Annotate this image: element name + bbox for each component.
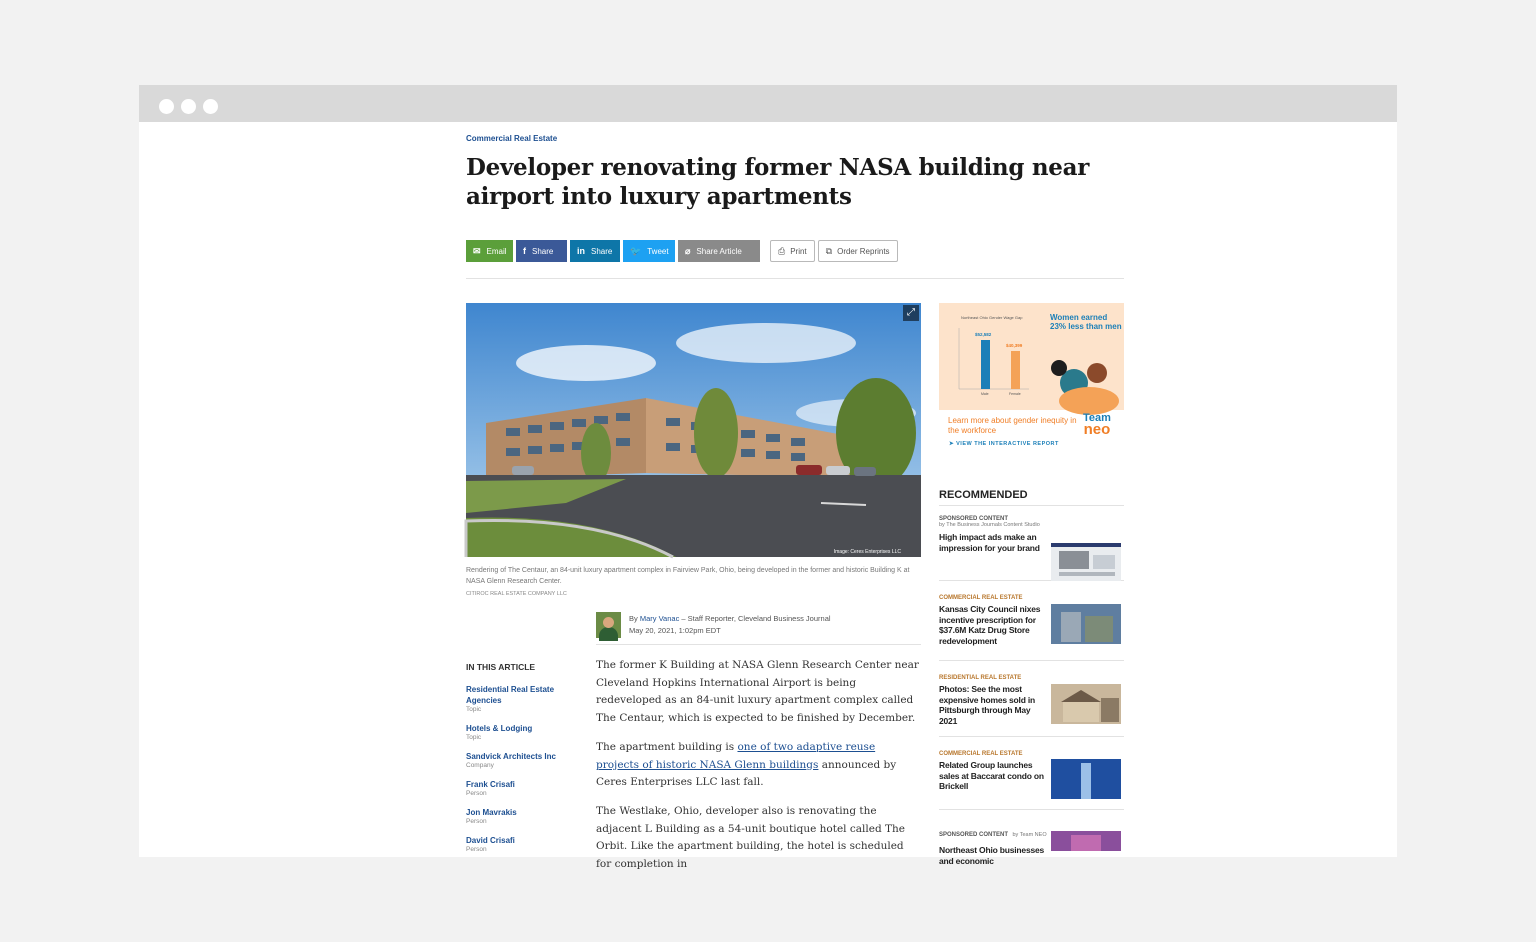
reprint-icon: ⧉ — [825, 245, 833, 256]
author-link[interactable]: Mary Vanac — [639, 614, 680, 623]
author-role: – Staff Reporter, Cleveland Business Journal — [681, 614, 831, 623]
building-rendering-image — [466, 303, 921, 557]
in-this-article-item[interactable] — [466, 723, 586, 741]
image-credit: Image: Ceres Enterprises LLC — [833, 549, 901, 555]
print-label: Print — [790, 246, 807, 256]
rec-sponsor: by The Business Journals Content Studio — [939, 522, 1040, 528]
order-reprints-label: Order Reprints — [837, 246, 890, 256]
body-paragraph-2-end: announced by Ceres Enterprises LLC last fall. — [596, 758, 897, 789]
team-neo-ad[interactable] — [939, 303, 1124, 453]
rec-headline[interactable]: Kansas City Council nixes incentive prescription for $37.6M Katz Drug Store redevelopment — [939, 604, 1041, 646]
in-this-article-item[interactable] — [466, 835, 586, 853]
article-category-link[interactable]: Commercial Real Estate — [466, 134, 558, 143]
rec-headline[interactable]: Photos: See the most expensive homes sold in Pittsburgh through May 2021 — [939, 684, 1036, 726]
ad-bar-women — [1011, 351, 1020, 389]
linkedin-share-label: Share — [591, 246, 613, 256]
envelope-icon: ✉ — [473, 245, 481, 256]
tag-type: Company — [466, 762, 494, 769]
rec-thumbnail[interactable] — [1051, 604, 1121, 644]
tag-name[interactable]: Residential Real Estate Agencies — [466, 685, 555, 705]
expand-image-icon[interactable]: ⤢ — [903, 305, 919, 321]
body-paragraph-1: The former K Building at NASA Glenn Research Center near Cleveland Hopkins International Airport is being redeveloped as an 84-unit luxury apartment complex called The Centaur, which is expected to be finished by December. — [596, 659, 919, 725]
order-reprints-button[interactable] — [818, 240, 898, 262]
ad-label-women: Female — [1009, 392, 1021, 396]
in-this-article-item[interactable] — [466, 779, 586, 797]
ad-label-men: Male — [981, 392, 989, 396]
tag-name[interactable]: Jon Mavrakis — [466, 808, 517, 817]
window-dot-1[interactable] — [159, 99, 174, 114]
rec-sponsor: by Team NEO — [1012, 832, 1047, 838]
rec-label: SPONSORED CONTENT — [939, 832, 1009, 838]
rec-label: COMMERCIAL REAL ESTATE — [939, 751, 1023, 757]
recommended-item[interactable] — [939, 506, 1124, 581]
ad-bar-men — [981, 340, 990, 389]
rec-thumbnail[interactable] — [1051, 684, 1121, 724]
article-headline: Developer renovating former NASA building near airport into luxury apartments — [466, 154, 1090, 210]
in-this-article-panel — [466, 662, 586, 863]
window-dot-2[interactable] — [181, 99, 196, 114]
rec-headline[interactable]: Northeast Ohio businesses and economic — [939, 845, 1045, 866]
tag-name[interactable]: David Crisafi — [466, 836, 515, 845]
image-caption: Rendering of The Centaur, an 84-unit luxury apartment complex in Fairview Park, Ohio, being developed in the former and historic Building K at NASA Glenn Research Center. — [466, 567, 910, 585]
tag-type: Person — [466, 818, 487, 825]
logo-bottom: neo — [1083, 421, 1111, 438]
team-neo-logo — [1083, 412, 1111, 438]
facebook-share-label: Share — [532, 246, 554, 256]
linkedin-share-button[interactable] — [570, 240, 620, 262]
in-this-article-item[interactable] — [466, 684, 586, 713]
byline-text — [629, 612, 831, 638]
share-toolbar — [466, 240, 901, 262]
ad-cta-link[interactable] — [949, 441, 1059, 447]
rec-headline[interactable]: High impact ads make an impression for your brand — [939, 532, 1040, 553]
recommended-item[interactable] — [939, 581, 1124, 661]
tag-type: Topic — [466, 706, 482, 713]
in-this-article-title: IN THIS ARTICLE — [466, 662, 536, 672]
ad-cta-label: VIEW THE INTERACTIVE REPORT — [956, 441, 1059, 447]
ad-headline: Women earned 23% less than men — [1050, 313, 1122, 331]
tag-type: Topic — [466, 734, 482, 741]
publish-date: May 20, 2021, 1:02pm EDT — [629, 626, 721, 635]
ad-learn-text: Learn more about gender inequity in the workforce — [948, 416, 1077, 435]
byline-prefix: By — [629, 614, 638, 623]
recommended-item[interactable] — [939, 737, 1124, 810]
tag-name[interactable]: Frank Crisafi — [466, 780, 515, 789]
rec-label: RESIDENTIAL REAL ESTATE — [939, 675, 1022, 681]
article-body — [596, 657, 921, 885]
in-this-article-item[interactable] — [466, 807, 586, 825]
rec-thumbnail[interactable] — [1051, 759, 1121, 799]
image-source: CITIROC REAL ESTATE COMPANY LLC — [466, 591, 567, 597]
adaptive-reuse-link[interactable]: one of two adaptive reuse projects of historic NASA Glenn buildings — [596, 740, 876, 771]
twitter-share-label: Tweet — [647, 246, 669, 256]
printer-icon: ⎙ — [778, 245, 786, 256]
tag-type: Person — [466, 790, 487, 797]
logo-top: Team — [1083, 412, 1111, 424]
rec-thumbnail[interactable] — [1051, 831, 1121, 851]
ad-value-men: $52,582 — [975, 332, 992, 337]
recommended-item[interactable] — [939, 661, 1124, 737]
share-article-button[interactable] — [678, 240, 760, 262]
ad-chart-panel — [939, 303, 1124, 410]
byline — [596, 612, 831, 638]
tag-type: Person — [466, 846, 487, 853]
browser-titlebar — [139, 85, 1397, 122]
rec-thumbnail[interactable] — [1051, 543, 1121, 581]
email-share-label: Email — [486, 246, 507, 256]
header-divider — [466, 278, 1124, 279]
linkedin-icon: in — [577, 246, 585, 256]
recommended-title: RECOMMENDED — [939, 489, 1124, 506]
facebook-icon: f — [523, 246, 526, 256]
link-icon: ⌀ — [685, 245, 691, 256]
twitter-share-button[interactable] — [623, 240, 675, 262]
tag-name[interactable]: Sandvick Architects Inc — [466, 752, 556, 761]
ad-value-women: $40,399 — [1006, 343, 1023, 348]
facebook-share-button[interactable] — [516, 240, 567, 262]
ad-chart-title: Northeast Ohio Gender Wage Gap — [961, 315, 1023, 320]
rec-label: COMMERCIAL REAL ESTATE — [939, 595, 1023, 601]
rec-label: SPONSORED CONTENT — [939, 516, 1009, 522]
right-sidebar — [939, 303, 1124, 866]
browser-window — [139, 85, 1397, 871]
recommended-item[interactable] — [939, 810, 1124, 866]
body-paragraph-2-start: The apartment building is — [596, 740, 738, 753]
window-dot-3[interactable] — [203, 99, 218, 114]
rec-headline[interactable]: Related Group launches sales at Baccarat condo on Brickell — [939, 760, 1044, 791]
email-share-button[interactable] — [466, 240, 513, 262]
byline-divider — [596, 644, 921, 645]
body-paragraph-2 — [596, 739, 921, 792]
body-paragraph-3: The Westlake, Ohio, developer also is renovating the adjacent L Building as a 54-unit boutique hotel called The Orbit. Like the apartment building, the hotel is scheduled for completion in — [596, 804, 905, 871]
hero-image[interactable] — [466, 303, 921, 557]
in-this-article-item[interactable] — [466, 751, 586, 769]
pointer-icon: ➤ — [949, 441, 955, 447]
share-article-label: Share Article — [696, 246, 742, 256]
author-avatar[interactable] — [596, 612, 621, 638]
tag-name[interactable]: Hotels & Lodging — [466, 724, 533, 733]
print-button[interactable] — [770, 240, 815, 262]
twitter-bird-icon: 🐦 — [630, 245, 642, 256]
